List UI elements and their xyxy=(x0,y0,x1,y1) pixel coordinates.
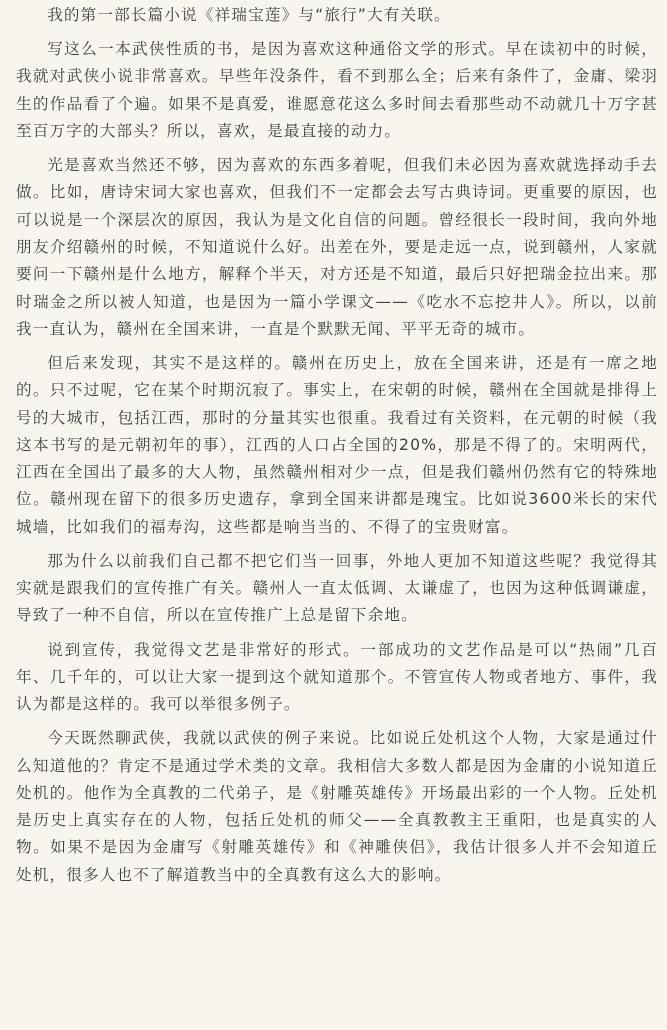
paragraph-intro: 我的第一部长篇小说《祥瑞宝莲》与“旅行”大有关联。 xyxy=(47,6,451,24)
paragraph-love-of-wuxia: 写这么一本武侠性质的书，是因为喜欢这种通俗文学的形式。早在读初中的时候，我就对武侠小说非常喜欢。早些年没条件，看不到那么全；后来有条件了，金庸、梁羽生的作品看了个遍。如果不是真爱，谁愿意花这么多时间去看那些动不动就几十万字甚至百万字的大部头？所以，喜欢，是最直接的动力。 xyxy=(16,40,658,140)
paragraph-promotion: 那为什么以前我们自己都不把它们当一回事，外地人更加不知道这些呢？我觉得其实就是跟我们的宣传推广有关。赣州人一直太低调、太谦虚了，也因为这种低调谦虚，导致了一种不自信，所以在宣传推广上总是留下余地。 xyxy=(16,551,658,625)
paragraph-qiu-chuji-example: 今天既然聊武侠，我就以武侠的例子来说。比如说丘处机这个人物，大家是通过什么知道他的？肯定不是通过学术类的文章。我相信大多数人都是因为金庸的小说知道丘处机的。他作为全真教的二代弟子，是《射雕英雄传》开场最出彩的一个人物。丘处机是历史上真实存在的人物，包括丘处机的师父——全真教教主王重阳，也是真实的人物。如果不是因为金庸写《射雕英雄传》和《神雕侠侣》，我估计很多人并不会知道丘处机，很多人也不了解道教当中的全真教有这么大的影响。 xyxy=(16,729,658,884)
paragraph-cultural-confidence: 光是喜欢当然还不够，因为喜欢的东西多着呢，但我们未必因为喜欢就选择动手去做。比如，唐诗宋词大家也喜欢，但我们不一定都会去写古典诗词。更重要的原因，也可以说是一个深层次的原因，我认为是文化自信的问题。曾经很长一段时间，我向外地朋友介绍赣州的时候，不知道说什么好。出差在外，要是走远一点，说到赣州，人家就要问一下赣州是什么地方，解释个半天，对方还是不知道，最后只好把瑞金拉出来。那时瑞金之所以被人知道，也是因为一篇小学课文——《吃水不忘挖井人》。所以，以前我一直认为，赣州在全国来讲，一直是个默默无闻、平平无奇的城市。 xyxy=(16,156,658,338)
paragraph-literature-form: 说到宣传，我觉得文艺是非常好的形式。一部成功的文艺作品是可以“热闹”几百年、几千年的，可以让大家一提到这个就知道那个。不管宣传人物或者地方、事件，我认为都是这样的。我可以举很多例子。 xyxy=(16,640,658,714)
paragraph-ganzhou-history: 但后来发现，其实不是这样的。赣州在历史上，放在全国来讲，还是有一席之地的。只不过呢，它在某个时期沉寂了。事实上，在宋朝的时候，赣州在全国就是排得上号的大城市，包括江西，那时的分量其实也很重。我看过有关资料，在元朝的时候（我这本书写的是元朝初年的事），江西的人口占全国的20%，那是不得了的。宋明两代，江西在全国出了最多的大人物，虽然赣州相对少一点，但是我们赣州仍然有它的特殊地位。赣州现在留下的很多历史遗存，拿到全国来讲都是瑰宝。比如说3600米长的宋代城墙，比如我们的福寿沟，这些都是响当当的、不得了的宝贵财富。 xyxy=(16,353,658,536)
